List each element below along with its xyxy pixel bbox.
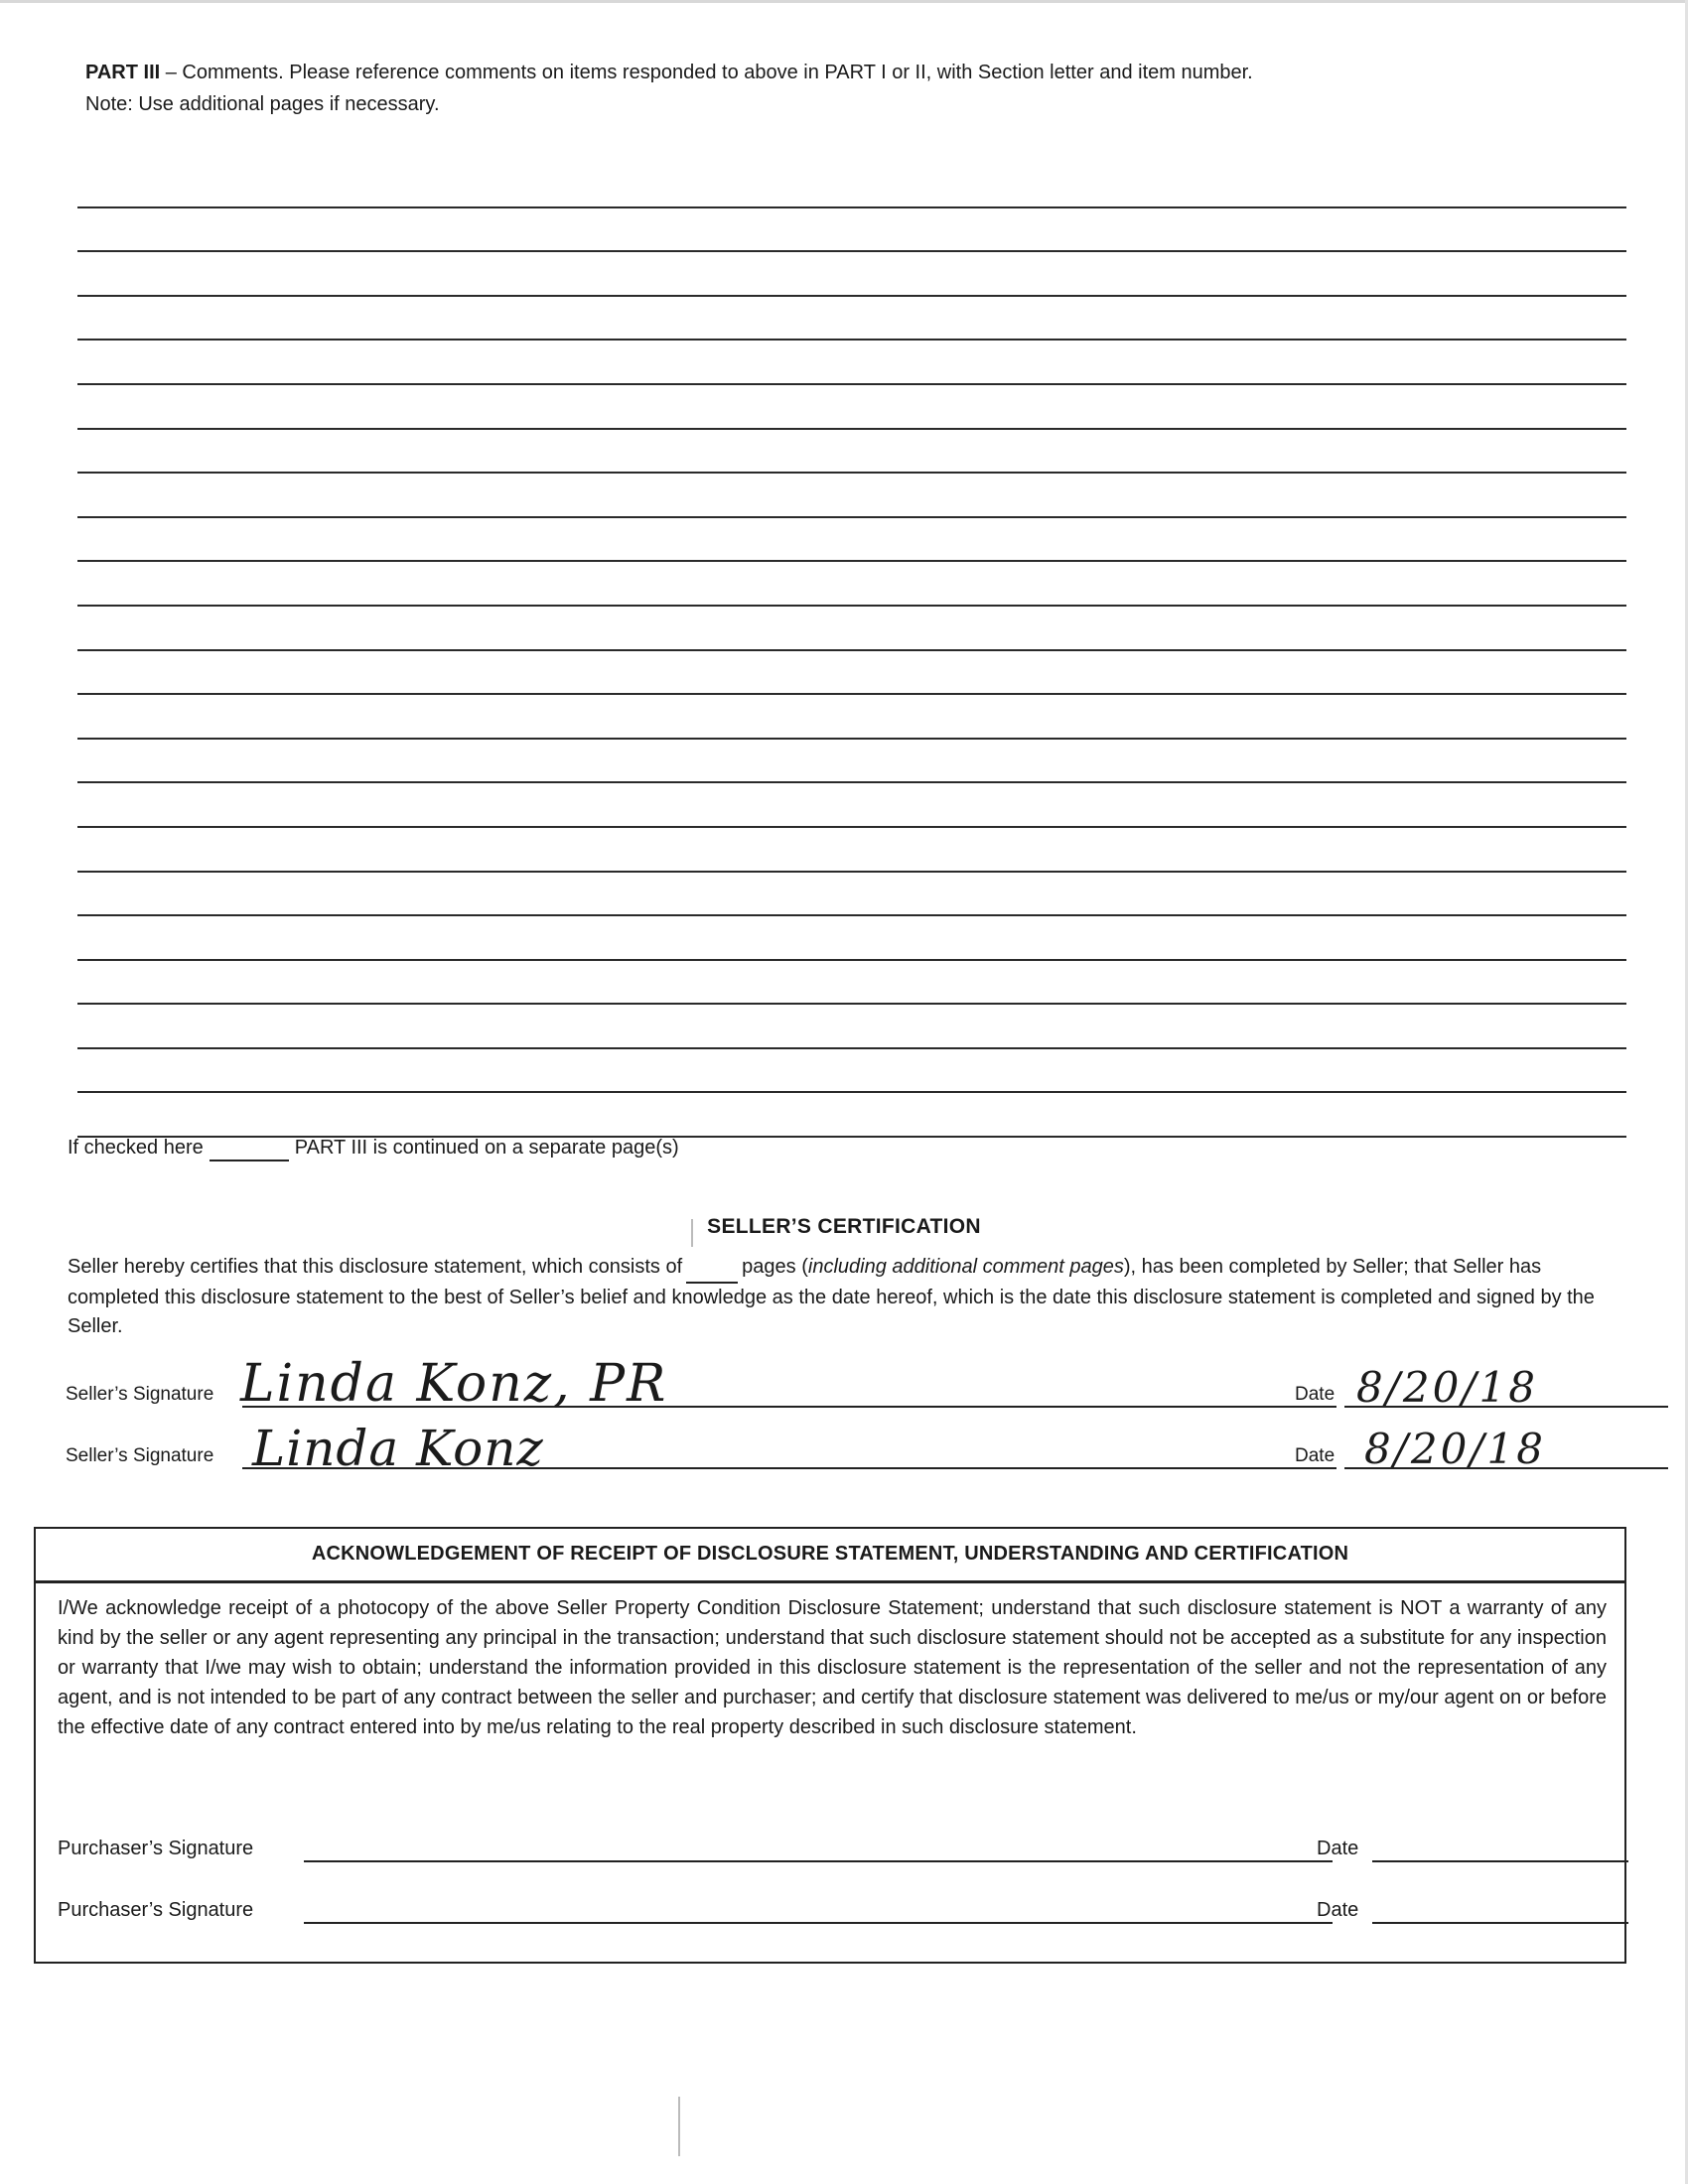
cert-text-italic: including additional comment pages xyxy=(807,1256,1124,1278)
comment-line[interactable] xyxy=(77,474,1626,518)
part3-heading-text: – Comments. Please reference comments on items responded to above in PART I or II, with Section letter and item number. xyxy=(160,62,1253,83)
continued-suffix: PART III is continued on a separate page(s) xyxy=(294,1137,679,1159)
seller-signature-row-2 xyxy=(66,1420,1615,1477)
seller-certification-body xyxy=(68,1253,1636,1341)
continued-row xyxy=(68,1137,679,1161)
scan-artifact xyxy=(678,2097,680,2156)
acknowledgement-body: I/We acknowledge receipt of a photocopy of the above Seller Property Condition Disclosure Statement; understand that such disclosure statement is NOT a warranty of any kind by the seller or any agent representing any principal in the transaction; understand that such disclosure statement should not be accepted as a substitute for any inspection or warranty that I/we may wish to obtain; understand the information provided in this disclosure statement is the representation of the seller and not the representation of any agent, and is not intended to be part of any contract between the seller and purchaser; and certify that disclosure statement was delivered to me/us or my/our agent on or before the effective date of any contract entered into by me/us relating to the real property described in such disclosure statement. xyxy=(58,1597,1607,1738)
purchaser-signature-label: Purchaser’s Signature xyxy=(58,1899,254,1921)
purchaser-date-label: Date xyxy=(1317,1838,1359,1859)
page-count-blank[interactable] xyxy=(686,1253,738,1284)
comment-line[interactable] xyxy=(77,828,1626,873)
comment-line[interactable] xyxy=(77,252,1626,297)
purchaser-date-line[interactable] xyxy=(1372,1860,1628,1862)
seller-signature-label: Seller’s Signature xyxy=(66,1384,214,1405)
comment-line[interactable] xyxy=(77,1093,1626,1138)
cert-text-2: pages ( xyxy=(742,1256,808,1278)
continued-check-blank[interactable] xyxy=(210,1137,289,1161)
cert-text-1: Seller hereby certifies that this disclosure statement, which consists of xyxy=(68,1256,683,1278)
comment-line[interactable] xyxy=(77,385,1626,430)
purchaser-date-label: Date xyxy=(1317,1899,1359,1921)
acknowledgement-divider xyxy=(36,1580,1624,1583)
comment-line[interactable] xyxy=(77,518,1626,563)
seller-signature-handwritten: Linda Konz xyxy=(252,1420,544,1477)
comment-line[interactable] xyxy=(77,873,1626,917)
comment-line[interactable] xyxy=(77,651,1626,696)
comment-line[interactable] xyxy=(77,961,1626,1006)
purchaser-signature-label: Purchaser’s Signature xyxy=(58,1838,254,1859)
comment-line[interactable] xyxy=(77,297,1626,341)
comment-line[interactable] xyxy=(77,562,1626,607)
seller-certification-title: SELLER’S CERTIFICATION xyxy=(707,1215,981,1238)
seller-date-handwritten: 8/20/18 xyxy=(1356,1363,1538,1412)
seller-date-label: Date xyxy=(1295,1384,1336,1405)
comment-line[interactable] xyxy=(77,164,1626,208)
seller-signature-row-1 xyxy=(66,1354,1615,1414)
seller-date-handwritten: 8/20/18 xyxy=(1364,1425,1546,1473)
purchaser-signature-row-1 xyxy=(58,1827,1607,1866)
part3-note: Note: Use additional pages if necessary. xyxy=(85,93,440,115)
purchaser-date-line[interactable] xyxy=(1372,1922,1628,1924)
scan-artifact xyxy=(691,1219,693,1247)
comment-line[interactable] xyxy=(77,740,1626,784)
comment-line[interactable] xyxy=(77,1005,1626,1049)
comment-line[interactable] xyxy=(77,916,1626,961)
seller-date-label: Date xyxy=(1295,1445,1336,1466)
cert-text-3: ), has been completed by Seller; that Seller has completed this disclosure statement to the best of Seller’s belief and knowledge as the date hereof, which is the date this disclosure statement is completed and signed by the Seller. xyxy=(68,1256,1595,1337)
purchaser-signature-row-2 xyxy=(58,1888,1607,1928)
part3-label: PART III xyxy=(85,62,161,83)
continued-prefix: If checked here xyxy=(68,1137,204,1159)
acknowledgement-box xyxy=(34,1527,1626,1964)
comment-line[interactable] xyxy=(77,783,1626,828)
comment-line[interactable] xyxy=(77,1049,1626,1094)
acknowledgement-title: ACKNOWLEDGEMENT OF RECEIPT OF DISCLOSURE STATEMENT, UNDERSTANDING AND CERTIFICATION xyxy=(311,1543,1349,1565)
seller-signature-label: Seller’s Signature xyxy=(66,1445,214,1466)
comment-lines[interactable] xyxy=(77,164,1626,1138)
comment-line[interactable] xyxy=(77,430,1626,475)
seller-signature-handwritten: Linda Konz, PR xyxy=(240,1354,668,1414)
purchaser-signature-line[interactable] xyxy=(304,1922,1333,1924)
comment-line[interactable] xyxy=(77,695,1626,740)
part3-heading xyxy=(85,60,1253,85)
scan-top-edge xyxy=(0,0,1688,3)
comment-line[interactable] xyxy=(77,607,1626,651)
purchaser-signature-line[interactable] xyxy=(304,1860,1333,1862)
comment-line[interactable] xyxy=(77,208,1626,253)
comment-line[interactable] xyxy=(77,341,1626,385)
